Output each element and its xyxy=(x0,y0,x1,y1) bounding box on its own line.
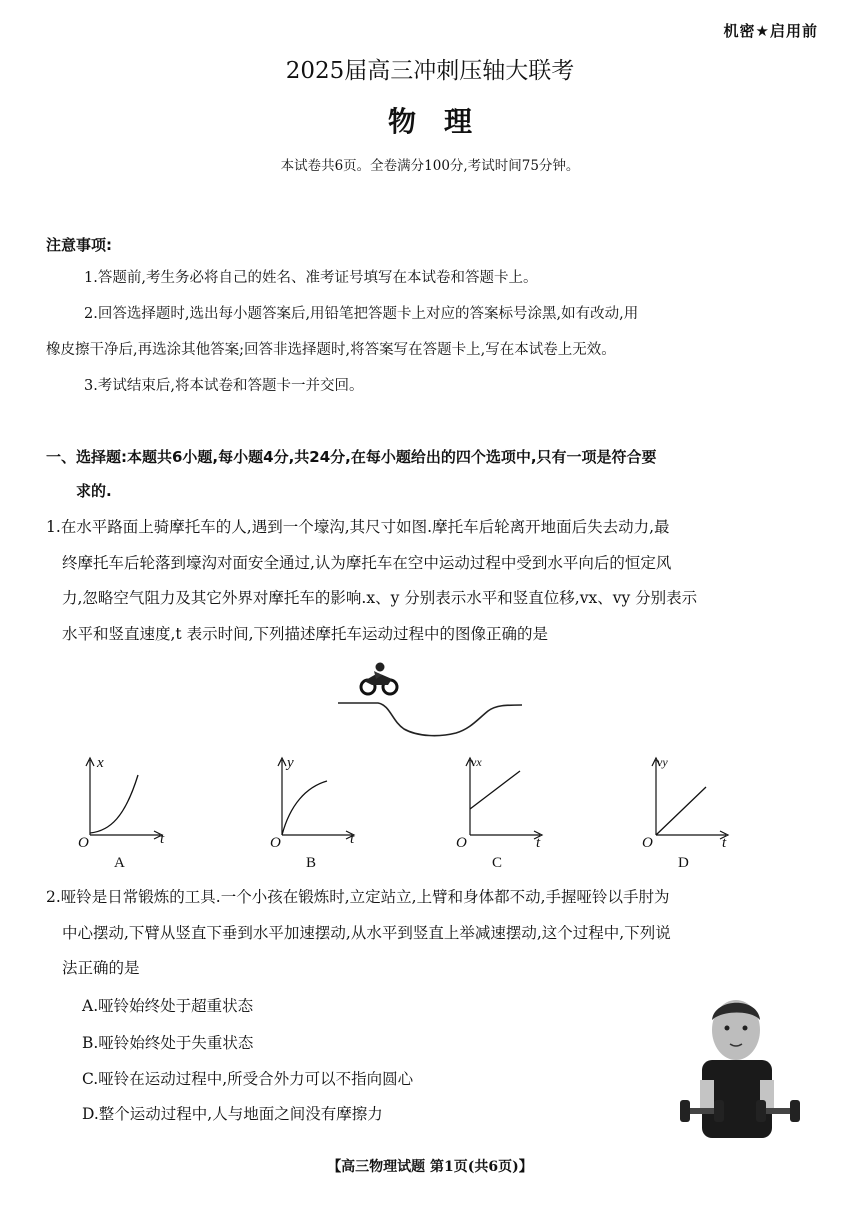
q2-option-b: B.哑铃始终处于失重状态 xyxy=(82,1034,254,1052)
notice-item-3: 3.考试结束后,将本试卷和答题卡一并交回。 xyxy=(84,378,364,394)
motorcycle-trench-figure xyxy=(330,655,530,740)
graph-c-y-label: vx xyxy=(471,755,482,769)
graph-option-a xyxy=(70,755,180,871)
confidential-label: 机密★启用前 xyxy=(723,22,818,40)
graph-a-x-label: t xyxy=(160,831,165,847)
graph-b-x-label: t xyxy=(350,831,355,847)
notice-item-2-line2: 橡皮擦干净后,再选涂其他答案;回答非选择题时,将答案写在答题卡上,写在本试卷上无效。 xyxy=(46,342,616,358)
question-1 xyxy=(46,510,826,652)
subject-title: 物理 xyxy=(387,105,500,138)
dumbbell-icon xyxy=(756,1100,800,1122)
q2-option-c: C.哑铃在运动过程中,所受合外力可以不指向圆心 xyxy=(82,1070,414,1088)
q2-line3: 法正确的是 xyxy=(62,959,140,977)
q2-option-d: D.整个运动过程中,人与地面之间没有摩擦力 xyxy=(82,1105,383,1123)
graph-b-origin: O xyxy=(270,835,281,851)
notice-item-1: 1.答题前,考生务必将自己的姓名、准考证号填写在本试卷和答题卡上。 xyxy=(84,270,538,286)
graph-option-d xyxy=(636,755,746,871)
graph-option-b xyxy=(262,755,372,871)
child-dumbbell-photo xyxy=(672,990,812,1140)
graph-a-option-label: A xyxy=(114,855,125,871)
exam-info: 本试卷共6页。全卷满分100分,考试时间75分钟。 xyxy=(280,158,580,174)
graph-d-origin: O xyxy=(642,835,653,851)
graph-option-c xyxy=(450,755,560,871)
exam-title: 2025届高三冲刺压轴大联考 xyxy=(285,58,575,84)
q2-line1: 2.哑铃是日常锻炼的工具.一个小孩在锻炼时,立定站立,上臂和身体都不动,手握哑铃以手肘为 xyxy=(46,888,670,906)
graph-b-option-label: B xyxy=(306,855,317,871)
q2-line2: 中心摆动,下臂从竖直下垂到水平加速摆动,从水平到竖直上举减速摆动,这个过程中,下列说 xyxy=(62,923,671,942)
graph-c-origin: O xyxy=(456,835,467,851)
section-heading-line2: 求的. xyxy=(76,482,112,500)
q1-line1: 1.在水平路面上骑摩托车的人,遇到一个壕沟,其尺寸如图.摩托车后轮离开地面后失去动力,最 xyxy=(46,518,670,536)
section-heading-line1: 一、选择题:本题共6小题,每小题4分,共24分,在每小题给出的四个选项中,只有一项是符合要 xyxy=(46,448,657,466)
motorcycle-icon xyxy=(361,663,397,695)
question-2 xyxy=(46,880,826,987)
graph-d-y-label: vy xyxy=(657,755,668,769)
notice-heading: 注意事项: xyxy=(46,236,112,254)
q1-line3: 力,忽略空气阻力及其它外界对摩托车的影响.x、y 分别表示水平和竖直位移,vx、vy 分别表示 xyxy=(62,589,698,607)
q1-line2: 终摩托车后轮落到壕沟对面安全通过,认为摩托车在空中运动过程中受到水平向后的恒定风 xyxy=(62,553,672,572)
q2-option-a: A.哑铃始终处于超重状态 xyxy=(82,997,254,1015)
graph-c-option-label: C xyxy=(492,855,503,871)
graph-b-y-label: y xyxy=(287,755,294,771)
notice-item-2-line1: 2.回答选择题时,选出每小题答案后,用铅笔把答题卡上对应的答案标号涂黑,如有改动,用 xyxy=(84,306,639,322)
page-footer: 【高三物理试题 第1页(共6页)】 xyxy=(327,1159,533,1175)
graph-a-y-label: x xyxy=(97,755,104,771)
graph-d-x-label: t xyxy=(722,835,727,851)
graph-d-option-label: D xyxy=(678,855,689,871)
graph-c-x-label: t xyxy=(536,835,541,851)
section-heading xyxy=(46,440,826,508)
graph-a-origin: O xyxy=(78,835,89,851)
q1-line4: 水平和竖直速度,t 表示时间,下列描述摩托车运动过程中的图像正确的是 xyxy=(62,624,549,643)
